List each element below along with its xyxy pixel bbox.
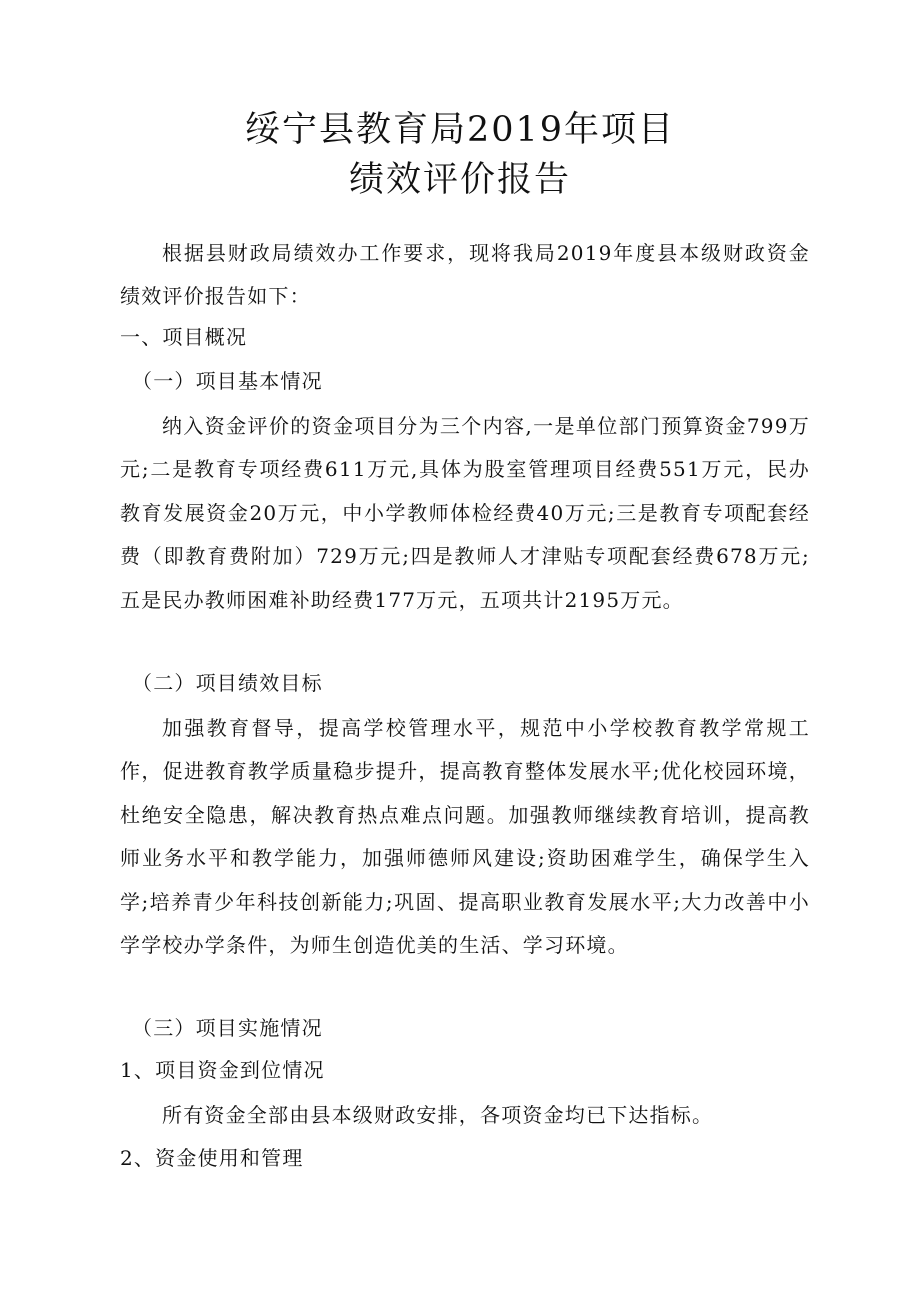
subsection-2-heading: （二）项目绩效目标 (132, 671, 323, 695)
item-1-heading: 1、项目资金到位情况 (120, 1058, 325, 1082)
section-1-heading: 一、项目概况 (120, 325, 248, 349)
report-title-line-2: 绩效评价报告 (348, 160, 571, 200)
report-title-line-1: 绥宁县教育局2019年项目 (244, 110, 676, 150)
item-1-body: 所有资金全部由县本级财政安排，各项资金均已下达指标。 (162, 1103, 714, 1127)
subsection-1-body: 纳入资金评价的资金项目分为三个内容,一是单位部门预算资金799万元;二是教育专项经费611万元,具体为股室管理项目经费551万元，民办教育发展资金20万元，中小学教师体检经费40万元;三是教育专项配套经费（即教育费附加）729万元;四是教师人才津贴专项配套经费678万元;五是民办教师困难补助经费177万元，五项共计2195万元。 (120, 414, 810, 612)
item-2-heading: 2、资金使用和管理 (120, 1146, 304, 1170)
subsection-3-heading: （三）项目实施情况 (132, 1016, 323, 1040)
subsection-2-body: 加强教育督导，提高学校管理水平，规范中小学校教育教学常规工作，促进教育教学质量稳步提升，提高教育整体发展水平;优化校园环境，杜绝安全隐患，解决教育热点难点问题。加强教师继续教育培训，提高教师业务水平和教学能力，加强师德师风建设;资助困难学生，确保学生入学;培养青少年科技创新能力;巩固、提高职业教育发展水平;大力改善中小学学校办学条件，为师生创造优美的生活、学习环境。 (120, 716, 810, 958)
intro-paragraph: 根据县财政局绩效办工作要求，现将我局2019年度县本级财政资金绩效评价报告如下： (120, 241, 810, 309)
subsection-1-heading: （一）项目基本情况 (132, 369, 323, 393)
